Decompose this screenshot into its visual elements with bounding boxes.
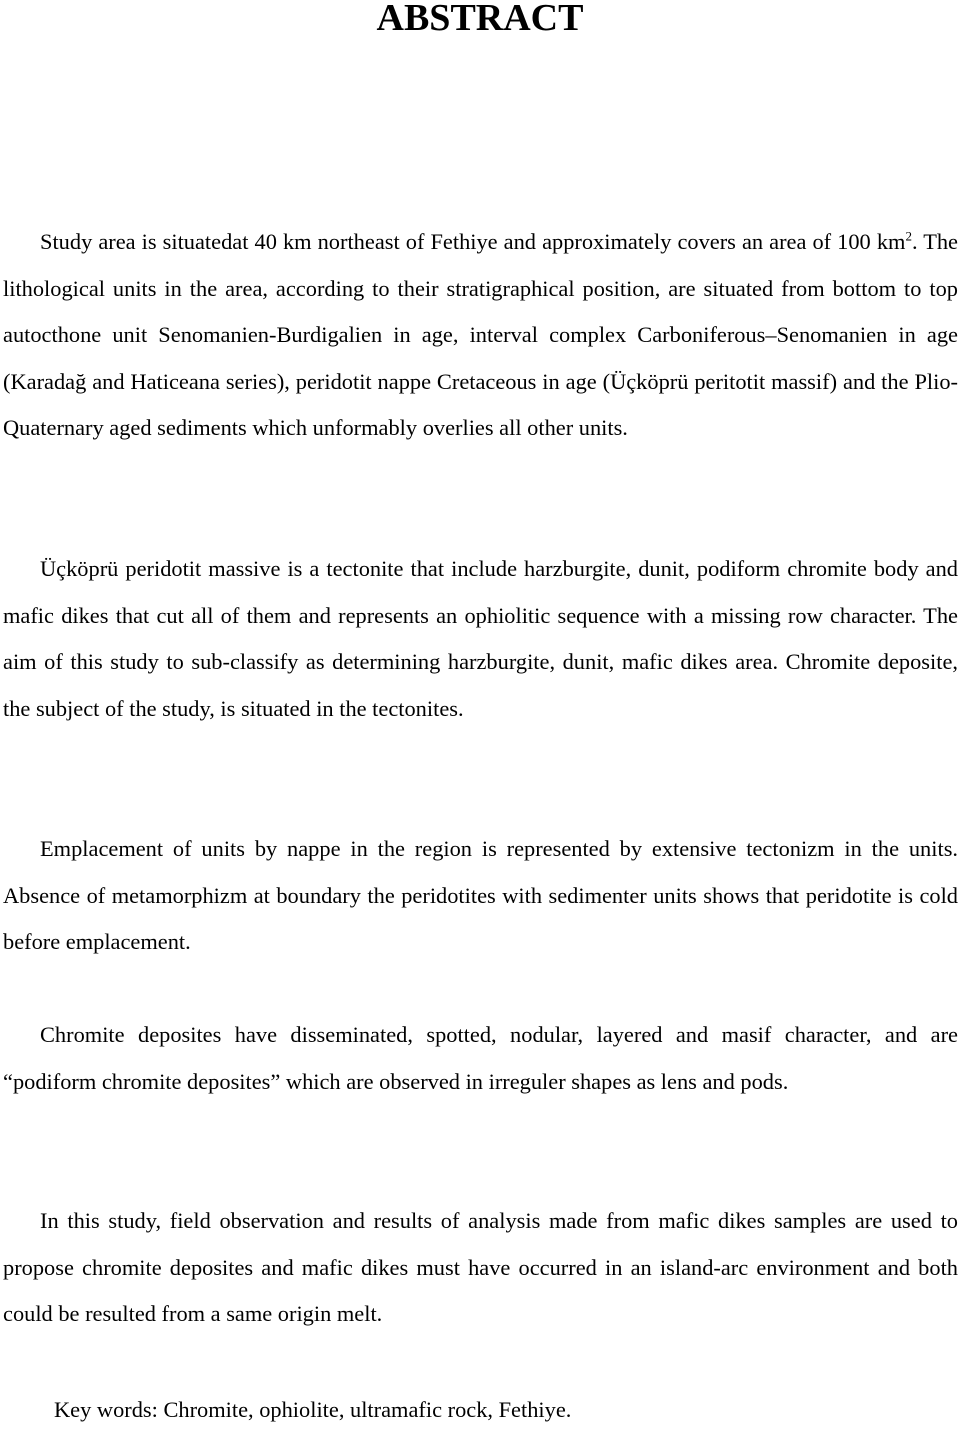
page-title: ABSTRACT	[376, 0, 584, 39]
keywords: Key words: Chromite, ophiolite, ultramafic rock, Fethiye.	[54, 1397, 572, 1422]
paragraph-study-area	[3, 219, 958, 452]
paragraph-study-area-text-a: Study area is situatedat 40 km northeast of Fethiye and approximately covers an area of 100 km	[40, 229, 906, 254]
paragraph-peridotit-massive: Üçköprü peridotit massive is a tectonite that include harzburgite, dunit, podiform chromite body and mafic dikes that cut all of them and represents an ophiolitic sequence with a missing row character. The aim of this study to sub-classify as determining harzburgite, dunit, mafic dikes area. Chromite deposite, the subject of the study, is situated in the tectonites.	[3, 556, 958, 721]
paragraph-emplacement: Emplacement of units by nappe in the region is represented by extensive tectonizm in the units. Absence of metamorphizm at boundary the peridotites with sedimenter units shows that peridotite is cold before emplacement.	[3, 836, 958, 955]
paragraph-chromite-deposites: Chromite deposites have disseminated, spotted, nodular, layered and masif character, and are “podiform chromite deposites” which are observed in irreguler shapes as lens and pods.	[3, 1022, 958, 1094]
paragraph-this-study: In this study, field observation and results of analysis made from mafic dikes samples are used to propose chromite deposites and mafic dikes must have occurred in an island-arc environment and both could be resulted from a same origin melt.	[3, 1208, 958, 1327]
superscript-2: 2	[905, 228, 912, 244]
paragraph-study-area-text-b: . The lithological units in the area, according to their stratigraphical position, are situated from bottom to top autocthone unit Senomanien-Burdigalien in age, interval complex Carboniferous–Senomanien in age (Karadağ and Haticeana series), peridotit nappe Cretaceous in age (Üçköprü peritotit massif) and the Plio-Quaternary aged sediments which unformably overlies all other units.	[3, 229, 958, 441]
